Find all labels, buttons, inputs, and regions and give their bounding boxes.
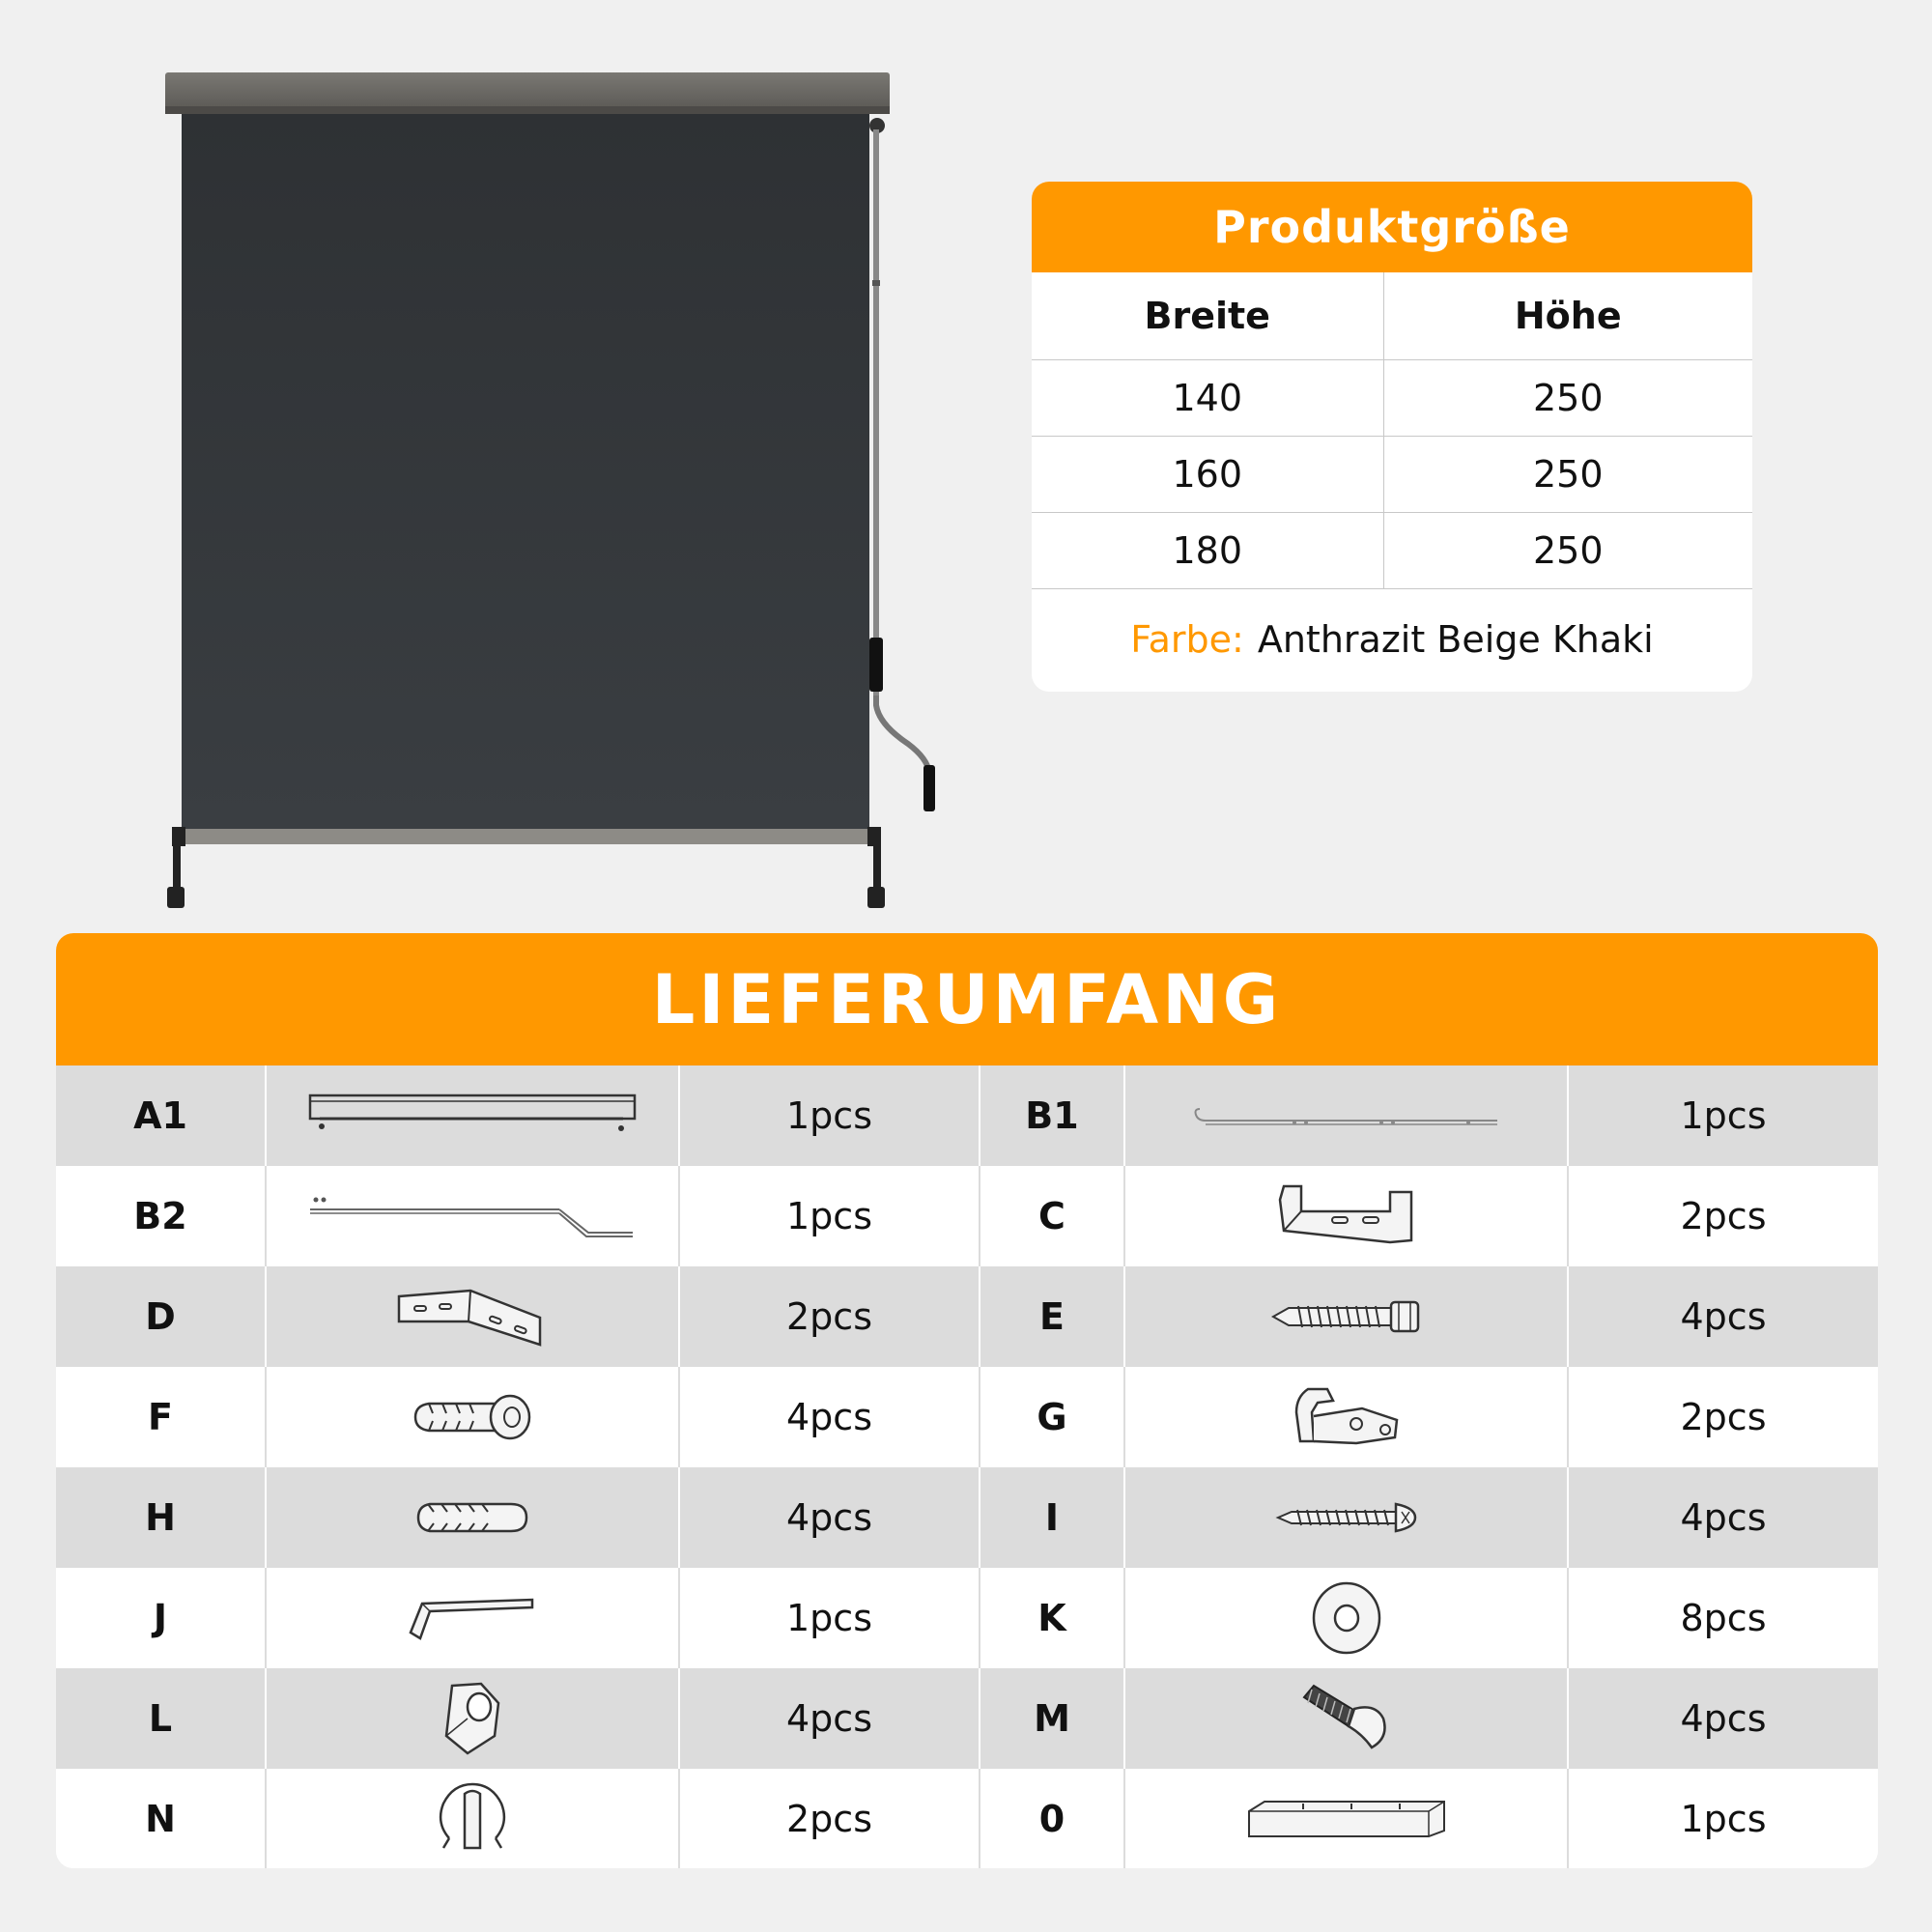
- wall-plug-icon: [410, 1390, 535, 1444]
- size-header-row: [1032, 272, 1752, 359]
- part-code: 0: [980, 1769, 1124, 1868]
- wood-screw-icon: [1274, 1498, 1419, 1537]
- part-quantity: 1pcs: [679, 1568, 980, 1668]
- part-quantity: 4pcs: [679, 1367, 980, 1467]
- allen-key-icon: [405, 1594, 540, 1642]
- small-wall-plug-icon: [414, 1498, 530, 1537]
- parts-row: [56, 1769, 1878, 1868]
- hex-screw-icon: [1269, 1293, 1424, 1341]
- part-code: E: [980, 1266, 1124, 1367]
- delivery-scope-title: LIEFERUMFANG: [56, 933, 1878, 1065]
- size-row: [1032, 436, 1752, 512]
- parts-row: [56, 1467, 1878, 1568]
- washer-icon: [1308, 1579, 1385, 1657]
- part-quantity: 4pcs: [679, 1668, 980, 1769]
- part-code: B2: [56, 1166, 266, 1266]
- part-quantity: 2pcs: [679, 1266, 980, 1367]
- delivery-scope-card: [56, 933, 1878, 1868]
- size-height-value: 250: [1383, 512, 1752, 588]
- part-code: D: [56, 1266, 266, 1367]
- parts-row: [56, 1668, 1878, 1769]
- bolt-icon: [1298, 1680, 1395, 1757]
- color-options: [1032, 589, 1752, 691]
- part-quantity: 4pcs: [1568, 1668, 1878, 1769]
- part-quantity: 1pcs: [1568, 1065, 1878, 1166]
- part-code: K: [980, 1568, 1124, 1668]
- part-quantity: 2pcs: [1568, 1367, 1878, 1467]
- product-size-title: Produktgröße: [1032, 182, 1752, 272]
- part-code: C: [980, 1166, 1124, 1266]
- size-width-value: 140: [1032, 359, 1383, 436]
- parts-row: [56, 1568, 1878, 1668]
- parts-table: [56, 1065, 1878, 1868]
- part-code: F: [56, 1367, 266, 1467]
- hook-rod-icon: [1192, 1101, 1501, 1130]
- color-values: Anthrazit Beige Khaki: [1257, 618, 1654, 661]
- size-row: [1032, 512, 1752, 588]
- part-quantity: 1pcs: [679, 1166, 980, 1266]
- part-code: B1: [980, 1065, 1124, 1166]
- part-code: M: [980, 1668, 1124, 1769]
- part-quantity: 4pcs: [679, 1467, 980, 1568]
- part-code: I: [980, 1467, 1124, 1568]
- part-quantity: 4pcs: [1568, 1266, 1878, 1367]
- part-quantity: 2pcs: [1568, 1166, 1878, 1266]
- part-code: J: [56, 1568, 266, 1668]
- part-quantity: 2pcs: [679, 1769, 980, 1868]
- size-height-value: 250: [1383, 436, 1752, 512]
- angle-bracket-icon: [395, 1283, 550, 1350]
- color-label: Farbe:: [1130, 618, 1244, 661]
- cassette-housing-icon: [308, 1092, 637, 1140]
- parts-row: [56, 1065, 1878, 1166]
- height-column-header: Höhe: [1383, 272, 1752, 359]
- size-width-value: 160: [1032, 436, 1383, 512]
- part-code: L: [56, 1668, 266, 1769]
- product-size-card: [1032, 182, 1752, 692]
- part-quantity: 4pcs: [1568, 1467, 1878, 1568]
- hex-nut-icon: [439, 1680, 506, 1757]
- part-code: A1: [56, 1065, 266, 1166]
- parts-row: [56, 1367, 1878, 1467]
- end-cap-icon: [1245, 1798, 1448, 1840]
- size-height-value: 250: [1383, 359, 1752, 436]
- part-quantity: 1pcs: [1568, 1769, 1878, 1868]
- floor-clip-icon: [1289, 1383, 1405, 1451]
- part-code: H: [56, 1467, 266, 1568]
- size-row: [1032, 359, 1752, 436]
- part-code: N: [56, 1769, 266, 1868]
- roller-blind-illustration: [155, 68, 947, 918]
- part-quantity: 8pcs: [1568, 1568, 1878, 1668]
- crank-handle-icon: [308, 1192, 637, 1240]
- spring-clip-icon: [434, 1780, 511, 1858]
- part-quantity: 1pcs: [679, 1065, 980, 1166]
- mounting-bracket-icon: [1274, 1182, 1419, 1250]
- part-code: G: [980, 1367, 1124, 1467]
- parts-row: [56, 1266, 1878, 1367]
- parts-row: [56, 1166, 1878, 1266]
- size-width-value: 180: [1032, 512, 1383, 588]
- width-column-header: Breite: [1032, 272, 1383, 359]
- product-size-table: [1032, 272, 1752, 589]
